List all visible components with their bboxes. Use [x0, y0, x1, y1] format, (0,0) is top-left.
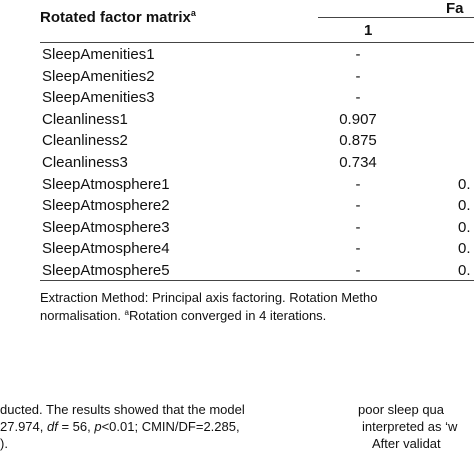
table-cell-factor-2: 0. [458, 176, 471, 193]
chi-square-value: 27.974, [0, 419, 47, 434]
table-cell-factor-1: - [355, 68, 361, 85]
df-value: = 56, [57, 419, 95, 434]
table-row-label: SleepAtmosphere1 [42, 176, 170, 193]
p-symbol: p [94, 419, 102, 434]
footnote-text: normalisation. [40, 308, 125, 323]
body-right-line-3: After validat [372, 436, 441, 451]
table-cell-factor-2: 0. [458, 219, 471, 236]
footnote-rotation-text: Rotation converged in 4 iterations. [129, 308, 327, 323]
table-cell-factor-1: - [355, 262, 361, 279]
table-cell-factor-1: - [355, 240, 361, 257]
header-bottom-rule [40, 42, 474, 43]
table-cell-factor-1: 0.734 [339, 154, 377, 171]
footnote-superscript: a [124, 308, 129, 317]
factor-header-rule [318, 17, 474, 18]
p-cmin-text: <0.01; CMIN/DF=2.285, [101, 419, 240, 434]
body-right-line-2: interpreted as ‘w [362, 419, 458, 434]
table-row-label: SleepAtmosphere2 [42, 197, 170, 214]
body-left-line-1: ducted. The results showed that the model [0, 402, 245, 417]
table-cell-factor-2: 0. [458, 240, 471, 257]
table-row-label: Cleanliness3 [42, 154, 128, 171]
table-footnote-line-1: Extraction Method: Principal axis factoring. Rotation Metho [40, 290, 378, 305]
table-title [40, 8, 196, 26]
table-row-label: Cleanliness1 [42, 111, 128, 128]
table-title-superscript: a [190, 8, 196, 18]
table-cell-factor-2: 0. [458, 262, 471, 279]
table-cell-factor-1: 0.875 [339, 132, 377, 149]
body-left-line-2 [0, 419, 240, 434]
table-row-label: SleepAtmosphere5 [42, 262, 170, 279]
table-cell-factor-1: - [355, 219, 361, 236]
table-title-text: Rotated factor matrix [40, 9, 191, 26]
table-cell-factor-1: - [355, 89, 361, 106]
factor-header: Fa [446, 0, 464, 17]
table-row-label: SleepAtmosphere4 [42, 240, 170, 257]
table-row-label: SleepAmenities1 [42, 46, 155, 63]
table-row-label: Cleanliness2 [42, 132, 128, 149]
table-cell-factor-2: 0. [458, 197, 471, 214]
table-footnote-line-2 [40, 308, 326, 323]
table-row-label: SleepAmenities3 [42, 89, 155, 106]
table-row-label: SleepAmenities2 [42, 68, 155, 85]
df-symbol: df [47, 419, 58, 434]
body-left-line-3: ). [0, 436, 8, 451]
table-row-label: SleepAtmosphere3 [42, 219, 170, 236]
table-cell-factor-1: - [355, 46, 361, 63]
column-header-1: 1 [364, 22, 373, 39]
table-bottom-rule [40, 280, 474, 281]
table-cell-factor-1: 0.907 [339, 111, 377, 128]
table-cell-factor-1: - [355, 176, 361, 193]
body-right-line-1: poor sleep qua [358, 402, 445, 417]
table-cell-factor-1: - [355, 197, 361, 214]
